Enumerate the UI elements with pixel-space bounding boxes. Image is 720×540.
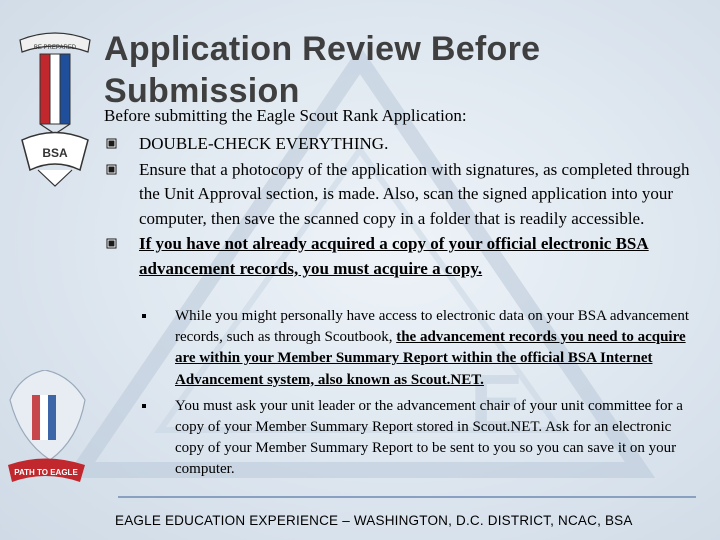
footer-divider [118,496,696,498]
square-bullet-icon [142,404,146,408]
bullet-text-emphasis: If you have not already acquired a copy of your official electronic BSA advancement records, you must acquire a copy. [139,234,649,278]
bullet-text: DOUBLE-CHECK EVERYTHING. [139,134,389,153]
bullet-item [102,132,698,157]
sub-bullet-text: You must ask your unit leader or the advancement chair of your unit committee for a copy of your Member Summary Report stored in Scout.NET. Ask for an electronic copy of your Member Summary Report to be sent to you so you can save it on your computer. [175,397,683,478]
footer-text: EAGLE EDUCATION EXPERIENCE – WASHINGTON, D.C. DISTRICT, NCAC, BSA [115,513,633,528]
medal-badge-text: BSA [42,146,68,160]
bullet-item [102,158,698,232]
eagle-medal-icon [10,30,100,190]
checkbox-bullet-icon [106,238,117,249]
checkbox-bullet-icon [106,164,117,175]
emblem-ribbon-text: PATH TO EAGLE [14,468,78,477]
svg-text:E: E [470,358,524,447]
medal-scroll-text: BE PREPARED [33,45,77,51]
sub-bullet-list [142,306,690,486]
bullet-list [102,132,698,282]
sub-bullet-text: While you might personally have access to electronic data on your BSA advancement records, such as through Scoutbook, [175,308,690,346]
path-to-eagle-emblem-icon [0,370,95,510]
slide-title: Application Review Before Submission [104,30,541,110]
bullet-item [102,232,698,281]
sub-bullet-emphasis: the advancement records you need to acquire are within your Member Summary Report within the official BSA Internet Advancement system, also known as Scout.NET. [175,329,686,388]
sub-bullet-item [142,306,690,391]
bullet-text: Ensure that a photocopy of the application with signatures, as completed through the Unit Approval section, is made. Also, scan the signed application into your computer, then save the scanned copy in a folder that is readily accessible. [139,159,690,228]
sub-bullet-item [142,396,690,481]
checkbox-bullet-icon [106,138,117,149]
square-bullet-icon [142,314,146,318]
intro-text: Before submitting the Eagle Scout Rank Application: [104,106,467,125]
